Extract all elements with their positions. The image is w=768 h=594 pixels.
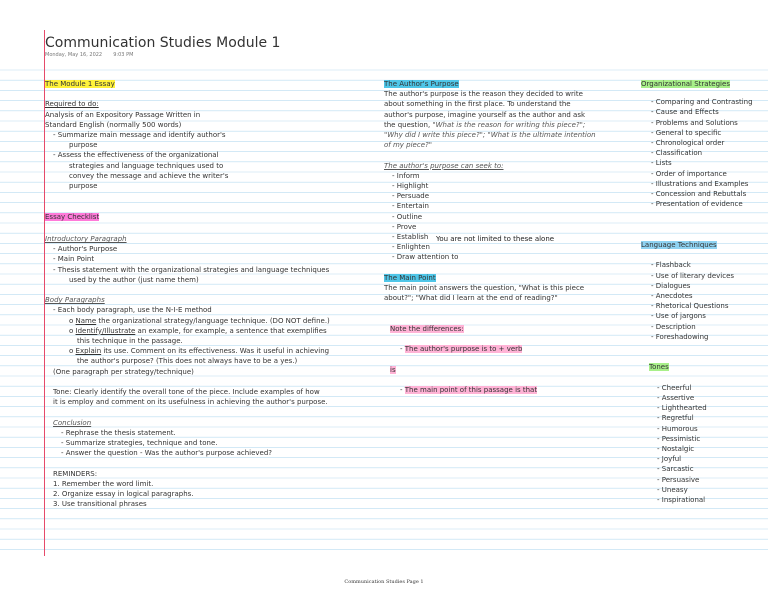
essay-column [45,79,330,509]
list-item: - Order of importance [651,169,727,178]
list-item: - Summarize main message and identify author's [53,131,226,139]
list-item: - Lighthearted [657,404,707,413]
list-item: - Persuade [392,192,430,201]
list-item-cont: purpose [69,182,98,191]
purpose-heading: The Author's Purpose [384,80,459,88]
required-label: Required to do: [45,100,99,109]
list-item: - Highlight [392,182,429,191]
list-item: - Flashback [651,261,691,270]
seek-list [384,171,596,263]
list-item: - Joyful [657,455,682,464]
reminders-label: REMINDERS: [53,469,98,478]
main-point-heading: The Main Point [384,273,436,282]
list-item: - Assess the effectiveness of the organizational [53,151,219,160]
list-item: - Cheerful [657,383,692,392]
list-item: - Uneasy [657,485,688,494]
list-item: - Enlighten [392,243,430,252]
main-point-formula: The main point of this passage is that [404,385,538,394]
checklist-heading: Essay Checklist [45,212,100,221]
list-item: - [400,385,405,394]
list-item: - Summarize strategies, technique and tone. [61,439,218,447]
list-item: o Explain its use. Comment on its effectiveness. Was it useful in achieving [69,347,330,356]
note-differences: Note the differences: [390,324,464,333]
reminder-item: 3. Use transitional phrases [53,500,147,509]
list-item: - Description [651,322,696,331]
body-label: Body Paragraphs [45,296,105,305]
language-techniques-heading: Language Techniques [641,241,717,249]
list-item: - Cause and Effects [651,108,719,117]
essay-heading: The Module 1 Essay [45,80,115,88]
list-item: - Classification [651,149,703,158]
purpose-text: of my piece?" [384,141,432,150]
list-item: - Illustrations and Examples [651,179,749,188]
list-item-cont: this technique in the passage. [77,337,183,345]
list-item: - Foreshadowing [651,332,709,341]
list-item: - Author's Purpose [53,245,118,254]
seek-label: The author's purpose can seek to: [384,161,504,170]
list-item: - Outline [392,212,423,221]
list-item-cont: the author's purpose? (This does not always have to be a yes.) [77,357,298,366]
required-text: Standard English (normally 500 words) [45,120,182,129]
org-strategies-list [641,97,753,209]
tones-list [641,383,753,505]
purpose-formula: The author's purpose is to + verb [404,345,523,354]
list-item: - Persuasive [657,475,700,484]
required-text: Analysis of an Expository Passage Written in [45,110,201,119]
list-item: - Assertive [657,393,695,402]
list-item-cont: convey the message and achieve the writer's [69,171,229,180]
list-item: o Identify/Illustrate an example, for example, a sentence that exemplifies [69,326,327,335]
tone-text: it is employ and comment on its usefulness in achieving the author's purpose. [53,398,328,407]
is-label: is [390,365,396,374]
list-item: - Problems and Solutions [651,118,738,127]
list-item: - Chronological order [651,139,725,148]
conclusion-label: Conclusion [53,418,92,427]
list-item: - Regretful [657,414,694,423]
list-item: - Lists [651,159,672,168]
purpose-text: author's purpose, imagine yourself as the author and ask [384,110,586,119]
purpose-text: the question, "What is the reason for writing this piece?"; [384,120,586,129]
one-paragraph-note: (One paragraph per strategy/technique) [53,367,194,376]
page-time: 9:03 PM [113,52,134,58]
list-item: - Use of jargons [651,312,706,321]
list-item: - General to specific [651,128,722,137]
list-item-cont: strategies and language techniques used to [69,161,224,170]
list-item: - Entertain [392,202,429,211]
tone-text: Tone: Clearly identify the overall tone of the piece. Include examples of how [53,388,320,396]
page-title: Communication Studies Module 1 [45,35,281,51]
list-item: - Concession and Rebuttals [651,190,747,199]
list-item: - Presentation of evidence [651,200,743,209]
tones-heading: Tones [649,363,669,372]
not-limited-note: You are not limited to these alone [436,235,555,243]
list-item: - Thesis statement with the organizational strategies and language techniques [53,265,330,274]
list-item: - Answer the question - Was the author's purpose achieved? [61,449,273,458]
language-techniques-list [641,260,753,342]
list-item: - Establish [392,233,429,242]
list-item: - Dialogues [651,281,691,290]
list-item: - Use of literary devices [651,271,735,280]
list-item: - Rephrase the thesis statement. [61,428,176,437]
list-item-cont: purpose [69,141,98,150]
reminder-item: 1. Remember the word limit. [53,479,154,488]
list-item-cont: used by the author (just name them) [69,275,199,284]
list-item: - Main Point [53,255,95,264]
list-item: - Anecdotes [651,292,693,300]
intro-label: Introductory Paragraph [45,234,127,243]
list-item: - Inform [392,171,420,180]
list-item: - Each body paragraph, use the N-I-E method [53,306,212,315]
list-item: - Draw attention to [392,253,459,262]
list-item: - Prove [392,222,417,231]
main-point-text: The main point answers the question, "What is this piece [384,284,585,293]
purpose-text: The author's purpose is the reason they decided to write [384,90,583,99]
reminder-item: 2. Organize essay in logical paragraphs. [53,490,194,498]
purpose-text: about something in the first place. To understand the [384,100,571,109]
list-item: - Humorous [657,424,698,433]
list-item: - [400,345,405,354]
page-date: Monday, May 16, 2022 [45,52,103,58]
list-item: - Nostalgic [657,445,695,453]
list-item: - Comparing and Contrasting [651,98,753,107]
list-item: - Rhetorical Questions [651,302,729,311]
list-item: - Inspirational [657,496,706,505]
page-timestamp [45,52,133,58]
list-item: - Pessimistic [657,434,701,443]
list-item: - Sarcastic [657,465,694,474]
main-point-text: about?"; "What did I learn at the end of reading?" [384,294,558,303]
list-item: o Name the organizational strategy/language technique. (DO NOT define.) [69,316,330,325]
strategies-column [641,79,753,505]
page-footer: Communication Studies Page 1 [344,579,424,585]
org-strategies-heading: Organizational Strategies [641,80,730,88]
purpose-text: "Why did I write this piece?"; "What is the ultimate intention [384,131,596,140]
